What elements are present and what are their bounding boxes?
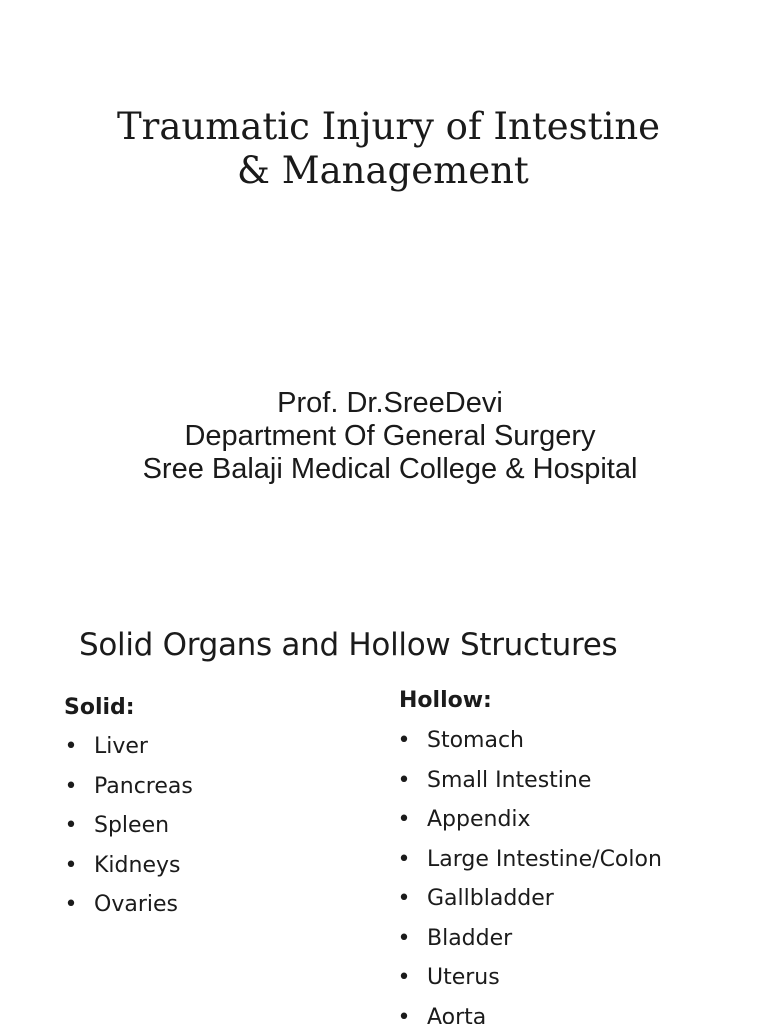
list-item: [397, 958, 662, 998]
list-item-label: Kidneys: [94, 852, 181, 878]
bullet-icon: •: [397, 807, 411, 832]
title-line-2: & Management: [237, 149, 529, 192]
list-item: [64, 885, 193, 925]
list-item: [64, 767, 193, 807]
list-item-label: Spleen: [94, 813, 170, 838]
title-line-1: Traumatic Injury of Intestine: [117, 105, 661, 148]
bullet-icon: •: [397, 728, 411, 753]
list-item: [397, 879, 662, 919]
author-institution: Sree Balaji Medical College & Hospital: [142, 453, 638, 485]
bullet-icon: •: [64, 852, 78, 878]
list-item: [397, 919, 662, 959]
list-item-label: Bladder: [427, 925, 513, 951]
author-block: [0, 387, 768, 486]
bullet-icon: •: [397, 846, 411, 872]
list-item: [64, 806, 193, 846]
bullet-icon: •: [397, 886, 411, 911]
hollow-heading: Hollow:: [399, 688, 492, 713]
list-item-label: Stomach: [427, 728, 525, 753]
list-item-label: Appendix: [427, 807, 531, 832]
list-item: [397, 840, 662, 880]
author-name: Prof. Dr.SreeDevi: [277, 387, 503, 419]
list-item-label: Uterus: [427, 965, 500, 990]
list-item: [64, 727, 193, 767]
author-department: Department Of General Surgery: [184, 420, 596, 452]
slide-title: [0, 105, 768, 193]
bullet-icon: •: [397, 767, 411, 793]
list-item-label: Small Intestine: [427, 767, 592, 793]
list-item: [397, 721, 662, 761]
list-item: [397, 800, 662, 840]
bullet-icon: •: [397, 925, 411, 951]
bullet-icon: •: [64, 813, 78, 838]
list-item: [397, 998, 662, 1024]
list-item: [397, 761, 662, 801]
list-item-label: Ovaries: [94, 892, 178, 917]
bullet-icon: •: [64, 892, 78, 917]
bullet-icon: •: [64, 773, 78, 799]
solid-heading: Solid:: [64, 695, 135, 720]
list-item-label: Pancreas: [94, 773, 193, 799]
bullet-icon: •: [397, 965, 411, 990]
list-item-label: Gallbladder: [427, 886, 554, 911]
hollow-structure-list: [397, 721, 662, 1024]
list-item-label: Large Intestine/Colon: [427, 846, 662, 872]
bullet-icon: •: [64, 734, 78, 759]
solid-organ-list: [64, 727, 193, 925]
list-item-label: Liver: [94, 734, 148, 759]
list-item-label: Aorta: [427, 1004, 487, 1024]
bullet-icon: •: [397, 1004, 411, 1024]
list-item: [64, 846, 193, 886]
section-title: Solid Organs and Hollow Structures: [79, 627, 618, 663]
